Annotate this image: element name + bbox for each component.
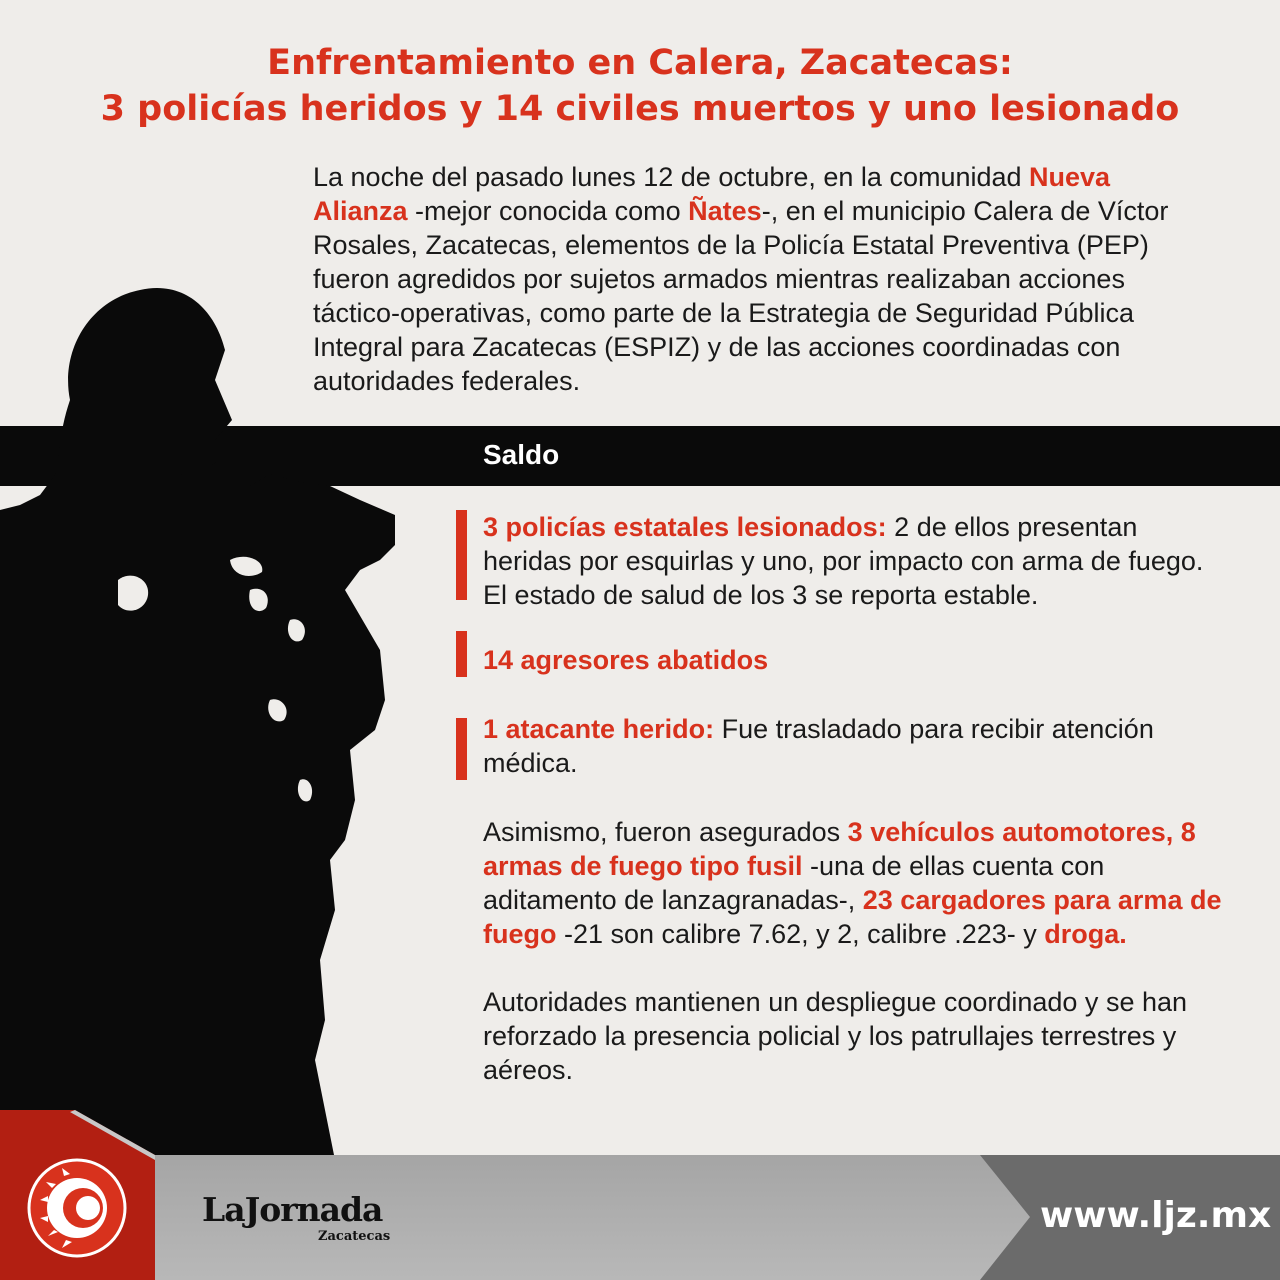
item-text: Fue trasladado para recibir atención médica. [483, 714, 1154, 778]
intro-text-3: -, en el municipio Calera de Víctor Rosales, Zacatecas, elementos de la Policía Estatal Preventiva (PEP) fueron agredidos por sujetos armados mientras realizaban acciones táctico-operativas, como parte de la Estrategia de Seguridad Pública Integral para Zacatecas (ESPIZ) y de las acciones coordinadas con autoridades federales. [313, 196, 1169, 396]
item-text: 2 de ellos presentan heridas por esquirlas y uno, por impacto con arma de fuego. El estado de salud de los 3 se reporta estable. [483, 512, 1204, 610]
seized-highlight-droga: droga. [1044, 919, 1127, 949]
sun-logo-icon [29, 1160, 125, 1256]
website-url[interactable]: www.ljz.mx [1040, 1195, 1272, 1236]
title-line-2: 3 policías heridos y 14 civiles muertos y uno lesionado [100, 89, 1180, 129]
accent-bar [456, 510, 467, 600]
brand-subtitle: Zacatecas [318, 1229, 391, 1244]
intro-highlight-nates: Ñates [688, 196, 762, 226]
item-highlight: 1 atacante herido: [483, 714, 715, 744]
footer-logo-panel [0, 1110, 155, 1280]
accent-bar [456, 631, 467, 677]
brand-logo-text: LaJornada [202, 1190, 383, 1229]
seized-text-1: Asimismo, fueron asegurados [483, 817, 848, 847]
item-highlight: 3 policías estatales lesionados: [483, 512, 887, 542]
intro-text-1: La noche del pasado lunes 12 de octubre, en la comunidad [313, 162, 1030, 192]
saldo-item-policias [456, 510, 1226, 612]
saldo-item-atacante [456, 712, 1226, 780]
page-title [0, 40, 1280, 132]
accent-bar [456, 718, 467, 780]
soldier-silhouette-image [0, 260, 470, 1160]
intro-text-2: -mejor conocida como [407, 196, 689, 226]
closing-paragraph: Autoridades mantienen un despliegue coordinado y se han reforzado la presencia policial y los patrullajes terrestres y aéreos. [483, 987, 1188, 1085]
title-line-1: Enfrentamiento en Calera, Zacatecas: [267, 43, 1013, 83]
seized-text-3: -21 son calibre 7.62, y 2, calibre .223- y [556, 919, 1045, 949]
saldo-item-agresores [456, 643, 1226, 677]
intro-highlight-nueva-alianza: Nueva Alianza [313, 162, 1111, 226]
item-highlight: 14 agresores abatidos [483, 645, 769, 675]
seized-paragraph [483, 815, 1223, 951]
seized-text-2: -una de ellas cuenta con aditamento de lanzagranadas-, [483, 851, 1105, 915]
saldo-label: Saldo [483, 439, 560, 470]
seized-highlight-cargadores: 23 cargadores para arma de fuego [483, 885, 1222, 949]
seized-highlight-vehicles: 3 vehículos automotores, 8 armas de fuego tipo fusil [483, 817, 1196, 881]
